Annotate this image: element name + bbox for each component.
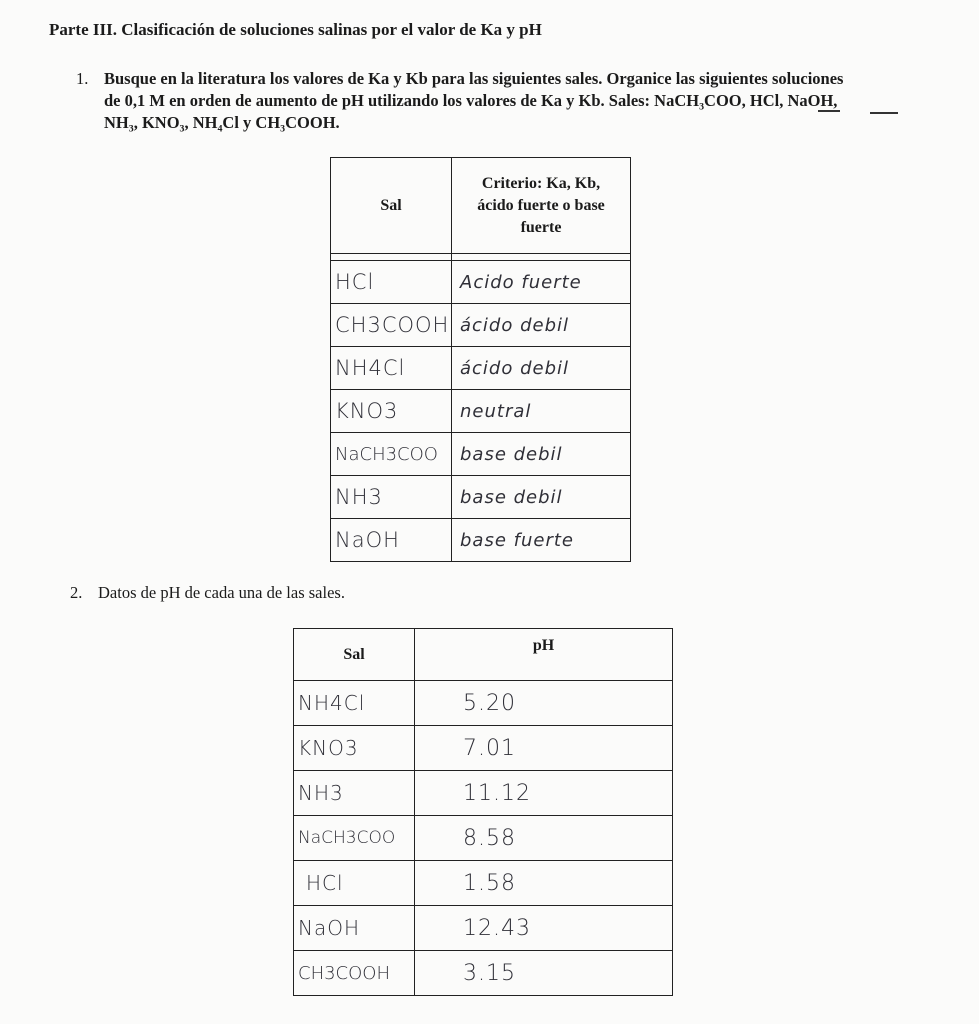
table2-ph-cell: 1.58 [415,861,673,906]
table2-sal-cell: NaOH [294,906,415,951]
table-row [331,390,631,433]
table-row [294,816,673,861]
table2-ph-cell: 7.01 [415,726,673,771]
pen-underline-naoh [870,112,898,114]
table-row [294,861,673,906]
table-row [331,519,631,562]
question-1 [76,68,934,134]
table-row [294,951,673,996]
table1-gap [331,254,452,261]
table1-criterio-cell: ácido debil [452,347,631,390]
question-1-line-2: de 0,1 M en orden de aumento de pH utilizando los valores de Ka y Kb. Sales: NaCH₃COO, HCl, NaOH, [104,91,838,110]
table1-gap [452,254,631,261]
table1-header-criterio-line-1: Criterio: Ka, Kb, [481,174,601,192]
table1-criterio-cell: Acido fuerte [452,261,631,304]
table1-sal-cell: KNO3 [331,390,452,433]
table1-criterio-cell: base debil [452,433,631,476]
table2-sal-cell: HCl [294,861,415,906]
table2-ph-cell: 12.43 [415,906,673,951]
table2-ph-cell: 3.15 [415,951,673,996]
ph-data-table [293,628,673,996]
table-row [331,433,631,476]
question-1-line-1: Busque en la literatura los valores de Ka y Kb para las siguientes sales. Organice las siguientes soluciones [104,69,844,88]
table-row [294,771,673,816]
table1-header-criterio-line-2: ácido fuerte o base [477,196,605,214]
table2-ph-cell: 8.58 [415,816,673,861]
classification-table [330,157,631,562]
table2-header-ph: pH [415,629,673,681]
page-title: Parte III. Clasificación de soluciones salinas por el valor de Ka y pH [49,20,542,39]
table2-sal-cell: NaCH3COO [294,816,415,861]
table-row [294,726,673,771]
question-1-number: 1. [76,69,89,88]
table-row [331,261,631,304]
table1-criterio-cell: base debil [452,476,631,519]
table-row [331,304,631,347]
table1-criterio-cell: base fuerte [452,519,631,562]
table-row [294,681,673,726]
table2-header-sal: Sal [294,629,415,681]
table-row [331,347,631,390]
table1-sal-cell: CH3COOH [331,304,452,347]
table2-ph-cell: 11.12 [415,771,673,816]
question-2-text: Datos de pH de cada una de las sales. [98,583,345,602]
table2-sal-cell: KNO3 [294,726,415,771]
table1-sal-cell: NaCH3COO [331,433,452,476]
table1-header-sal: Sal [331,158,452,254]
table2-ph-cell: 5.20 [415,681,673,726]
table1-criterio-cell: neutral [452,390,631,433]
question-2 [70,582,345,604]
table1-sal-cell: NH4Cl [331,347,452,390]
table2-sal-cell: CH3COOH [294,951,415,996]
table1-header-criterio [452,158,631,254]
table-row [294,906,673,951]
table2-sal-cell: NH3 [294,771,415,816]
table1-criterio-cell: ácido debil [452,304,631,347]
question-1-line-3: NH₃, KNO₃, NH₄Cl y CH₃COOH. [104,113,340,132]
question-2-number: 2. [70,583,83,602]
table2-sal-cell: NH4Cl [294,681,415,726]
table1-sal-cell: NaOH [331,519,452,562]
table1-header-criterio-line-3: fuerte [520,218,562,236]
table1-sal-cell: HCl [331,261,452,304]
table-row [331,476,631,519]
table1-sal-cell: NH3 [331,476,452,519]
pen-underline-hcl [818,110,840,112]
